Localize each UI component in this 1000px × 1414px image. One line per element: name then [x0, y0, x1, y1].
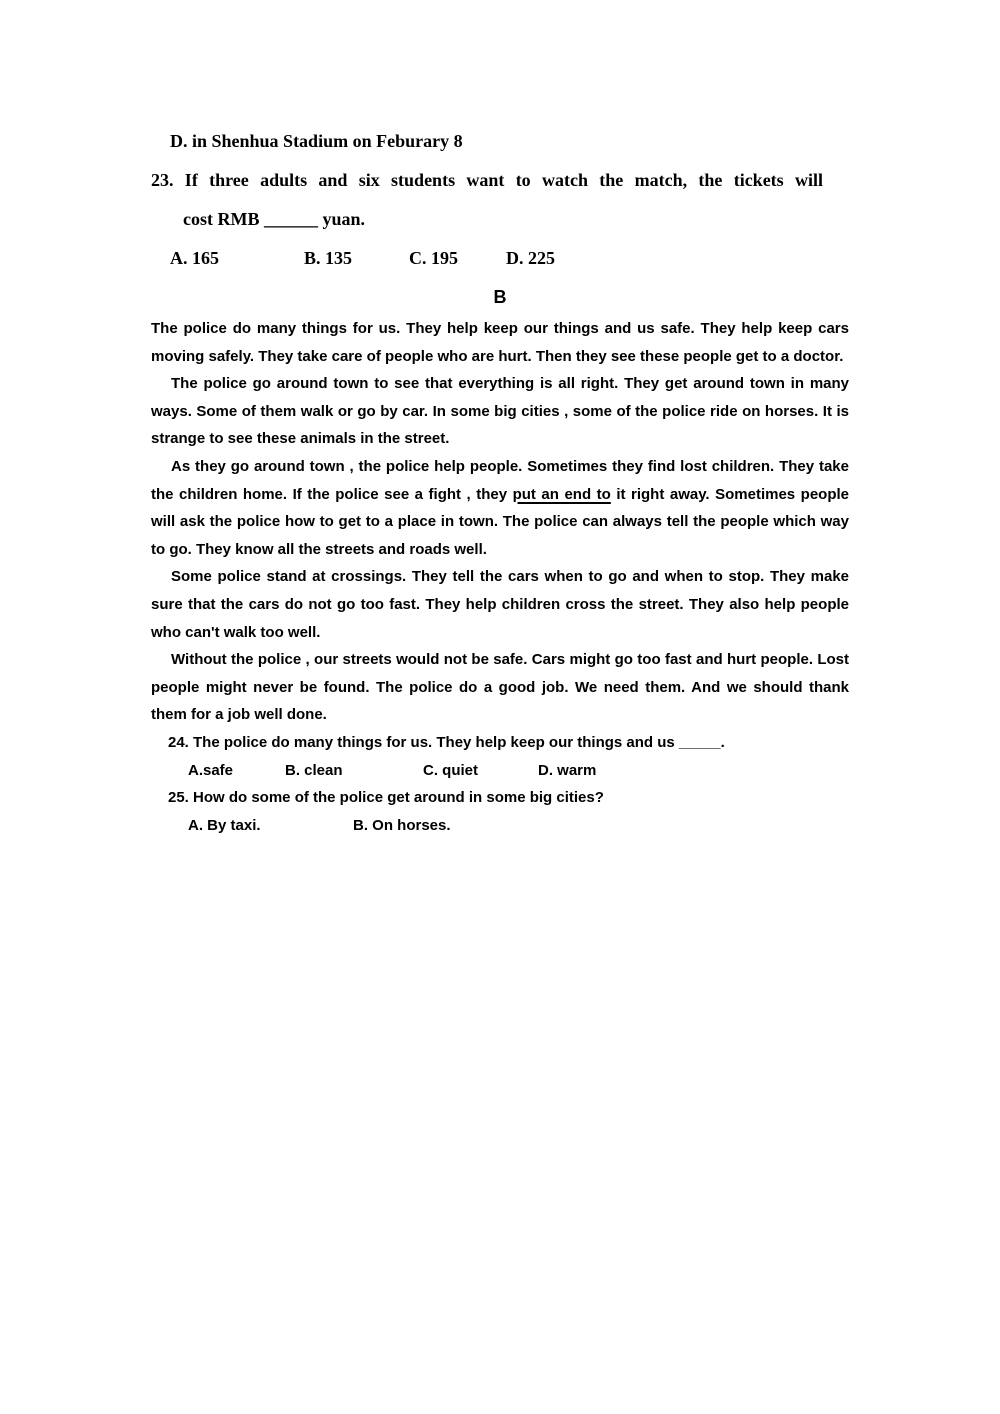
- q23-option-b: B. 135: [304, 248, 353, 268]
- question-23-block: [151, 122, 823, 278]
- q23-option-a: A. 165: [170, 248, 219, 268]
- passage-paragraph-5: Without the police , our streets would not be safe. Cars might go too fast and hurt people. Lost people might never be found. The police do a good job. We need them. And we should thank them for a job well done.: [151, 651, 849, 724]
- passage-paragraph-2: The police go around town to see that everything is all right. They get around town in many ways. Some of them walk or go by car. In some big cities , some of the police ride on horses. It is strange to see these animals in the street.: [151, 375, 849, 448]
- question-23-options-row: [151, 239, 823, 278]
- paragraph-3-text-before: As they go around town , the police help people. Sometimes they find lost children. They take the children home. If the police see a fight , they: [151, 457, 849, 503]
- q25-option-b: B. On horses.: [353, 816, 451, 834]
- passage-paragraph-1: The police do many things for us. They help keep our things and us safe. They help keep cars moving safely. They take care of people who are hurt. Then they see these people get to a doctor.: [151, 320, 849, 365]
- question-23-stem-line-2: cost RMB ______ yuan.: [183, 209, 366, 229]
- paragraph-3-text-after: it right away. Sometimes people will ask the police how to get to a place in town. The police can always tell the people which way to go. They know all the streets and roads well.: [151, 485, 850, 558]
- q24-option-b: B. clean: [285, 761, 343, 779]
- q24-option-d: D. warm: [538, 761, 597, 779]
- q25-option-a: A. By taxi.: [188, 816, 261, 834]
- question-24-options-row: [151, 757, 849, 785]
- question-25-options-row: [151, 812, 849, 840]
- q24-option-c: C. quiet: [423, 761, 478, 779]
- q23-option-d: D. 225: [506, 248, 555, 268]
- underlined-phrase: put an end to: [512, 485, 611, 503]
- question-25-stem: 25. How do some of the police get around in some big cities?: [168, 789, 604, 807]
- passage-paragraph-4: Some police stand at crossings. They tell the cars when to go and when to stop. They make sure that the cars do not go too fast. They help children cross the street. They also help people who can't walk too well.: [151, 568, 849, 641]
- passage-paragraph-3: [151, 453, 849, 563]
- question-23-stem-line-1: 23. If three adults and six students want to watch the match, the tickets will: [151, 170, 823, 190]
- question-24-stem: 24. The police do many things for us. They help keep our things and us _____.: [168, 733, 725, 751]
- passage-section-heading: B: [493, 287, 507, 307]
- q24-option-a: A.safe: [188, 761, 234, 779]
- q23-option-c: C. 195: [409, 248, 458, 268]
- passage-body: [151, 315, 849, 839]
- page-content: [151, 122, 849, 839]
- question-22-option-d: D. in Shenhua Stadium on Feburary 8: [170, 131, 463, 151]
